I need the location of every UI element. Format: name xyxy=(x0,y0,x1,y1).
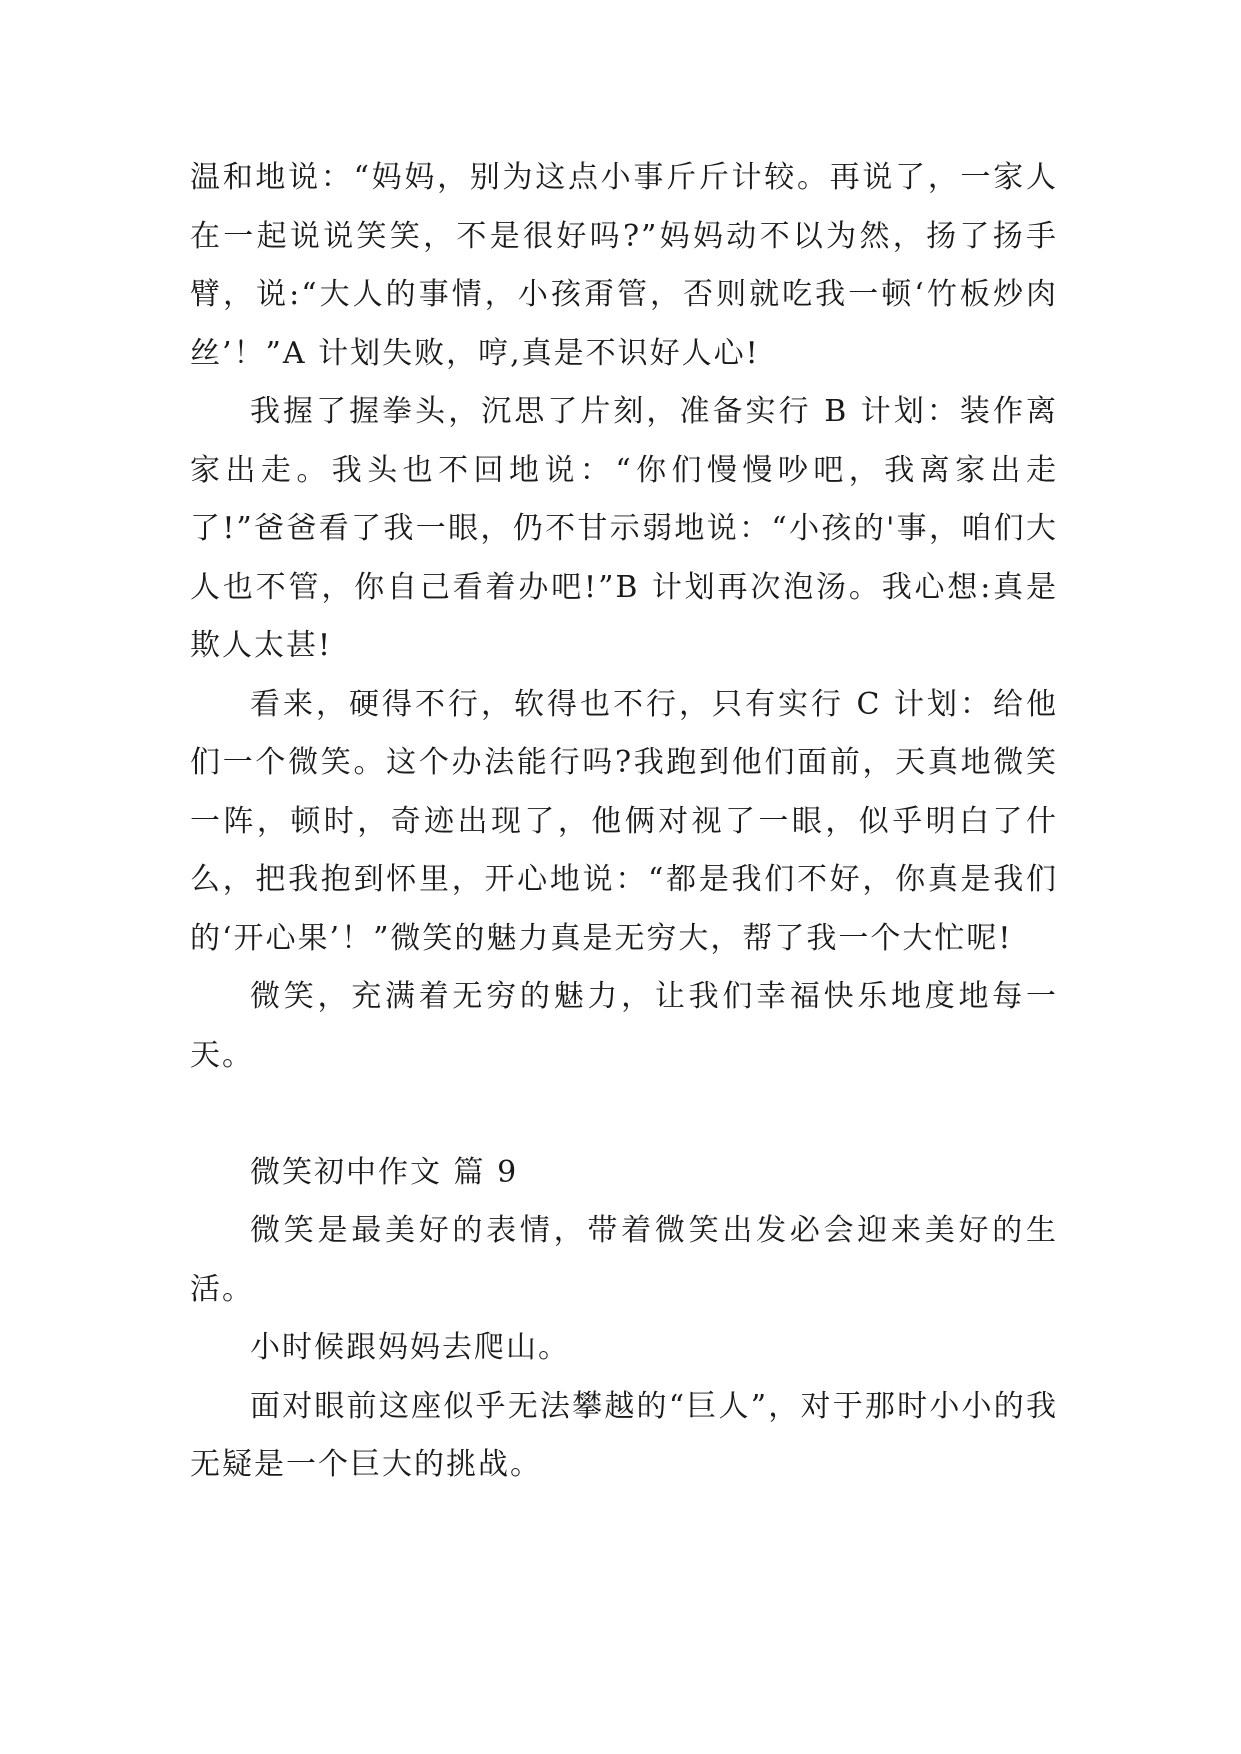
section-spacer xyxy=(190,1085,1058,1144)
paragraph-childhood: 小时候跟妈妈去爬山。 xyxy=(250,1330,570,1365)
document-body xyxy=(190,149,1058,1495)
paragraph-challenge: 面对眼前这座似乎无法攀越的“巨人”，对于那时小小的我无疑是一个巨大的挑战。 xyxy=(190,1388,1058,1482)
paragraph-conclusion: 微笑，充满着无穷的魅力，让我们幸福快乐地度地每一天。 xyxy=(190,979,1058,1073)
paragraph-plan-c: 看来，硬得不行，软得也不行，只有实行 C 计划：给他们一个微笑。这个办法能行吗?我跑到他们面前，天真地微笑一阵，顿时，奇迹出现了，他俩对视了一眼，似乎明白了什么，把我抱到怀里，开心地说：“都是我们不好，你真是我们的‘开心果’！”微笑的魅力真是无穷大，帮了我一个大忙呢! xyxy=(190,686,1058,956)
paragraph-intro: 微笑是最美好的表情，带着微笑出发必会迎来美好的生活。 xyxy=(190,1213,1058,1307)
paragraph-plan-b: 我握了握拳头，沉思了片刻，准备实行 B 计划：装作离家出走。我头也不回地说：“你们慢慢吵吧，我离家出走了!”爸爸看了我一眼，仍不甘示弱地说：“小孩的'事，咱们大人也不管，你自己看着办吧!”B 计划再次泡汤。我心想:真是欺人太甚! xyxy=(190,394,1058,663)
paragraph-continuation: 温和地说：“妈妈，别为这点小事斤斤计较。再说了，一家人在一起说说笑笑，不是很好吗?”妈妈动不以为然，扬了扬手臂，说:“大人的事情，小孩甭管，否则就吃我一顿‘竹板炒肉丝’！”A 计划失败，哼,真是不识好人心! xyxy=(190,160,1058,371)
section-heading: 微笑初中作文 篇 9 xyxy=(250,1154,519,1190)
